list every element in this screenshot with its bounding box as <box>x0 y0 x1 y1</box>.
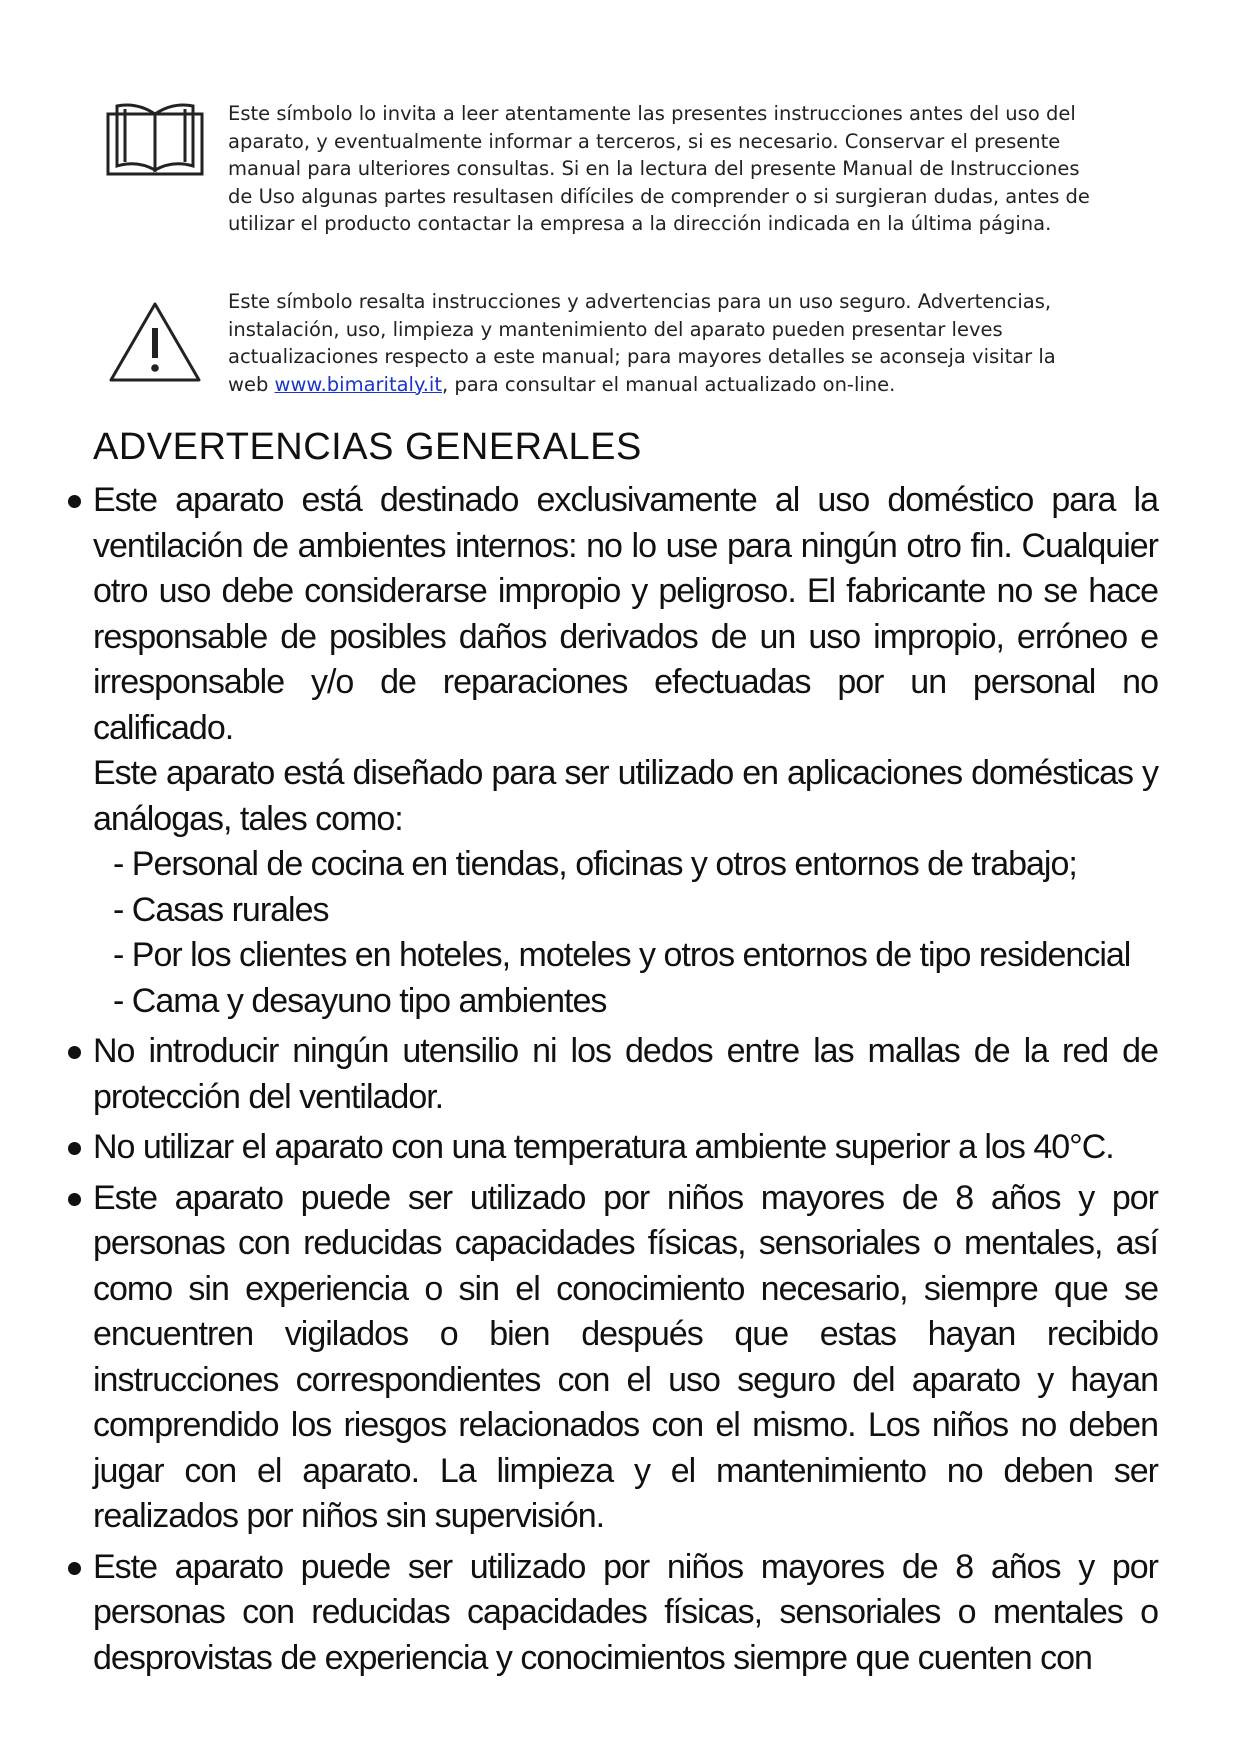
read-manual-notice <box>105 100 1098 238</box>
general-warnings-list <box>93 478 1158 1681</box>
warning-text-after-link: , para consultar el manual actualizado on-line. <box>442 372 896 396</box>
bullet-item-fingers: No introducir ningún utensilio ni los dedos entre las mallas de la red de protección del ventilador. <box>93 1029 1158 1120</box>
sub-item: - Casas rurales <box>113 890 329 929</box>
bullet-item-children-experience: Este aparato puede ser utilizado por niños mayores de 8 años y por personas con reducidas capacidades físicas, sensoriales o mentales o desprovistas de experiencia y conocimientos siempre que cuenten con <box>93 1545 1158 1682</box>
manual-book-icon <box>105 100 205 184</box>
bullet-item-domestic-use: Este aparato está destinado exclusivamente al uso doméstico para la ventilación de ambientes internos: no lo use para ningún otro fin. Cualquier otro uso debe considerarse impropio y peligroso. El fabricante no se hace responsable de posibles daños derivados de un uso impropio, erróneo e irresponsable y/o de reparaciones efectuadas por un personal no calificado. <box>93 478 1158 751</box>
bullet-item-temperature: No utilizar el aparato con una temperatura ambiente superior a los 40°C. <box>93 1125 1158 1171</box>
bullet-item-children-supervision: Este aparato puede ser utilizado por niños mayores de 8 años y por personas con reducidas capacidades físicas, sensoriales o mentales, así como sin experiencia o sin el conocimiento necesario, siempre que se encuentren vigilados o bien después que estas hayan recibido instrucciones correspondientes con el uso seguro del aparato y hayan comprendido los riesgos relacionados con el mismo. Los niños no deben jugar con el aparato. La limpieza y el mantenimiento no deben ser realizados por niños sin supervisión. <box>93 1176 1158 1540</box>
read-manual-notice-text: Este símbolo lo invita a leer atentamente las presentes instrucciones antes del uso del aparato, y eventualmente informar a terceros, si es necesario. Conservar el presente manual para ulteriores consultas. Si en la lectura del presente Manual de Instrucciones de Uso algunas partes resultasen difíciles de comprender o si surgieran dudas, antes de utilizar el producto contactar la empresa a la dirección indicada en la última página. <box>228 102 1090 235</box>
sub-item: - Personal de cocina en tiendas, oficinas y otros entornos de trabajo; <box>113 845 1077 883</box>
section-title: ADVERTENCIAS GENERALES <box>93 426 642 468</box>
warning-triangle-icon <box>105 288 205 392</box>
website-link[interactable]: www.bimaritaly.it <box>274 372 442 396</box>
bullet-continuation: Este aparato está diseñado para ser utilizado en aplicaciones domésticas y análogas, tales como: <box>93 754 1158 838</box>
safety-warning-notice-text <box>228 288 1098 398</box>
sub-item: - Por los clientes en hoteles, moteles y otros entornos de tipo residencial <box>113 936 1131 974</box>
safety-warning-notice <box>105 288 1098 398</box>
sub-item: - Cama y desayuno tipo ambientes <box>113 981 607 1020</box>
warning-text-before-link: Este símbolo resalta instrucciones y advertencias para un uso seguro. Advertencias, instalación, uso, limpieza y mantenimiento del aparato pueden presentar leves actualizaciones respecto a este manual; para mayores detalles se aconseja visitar la web <box>228 290 1056 396</box>
